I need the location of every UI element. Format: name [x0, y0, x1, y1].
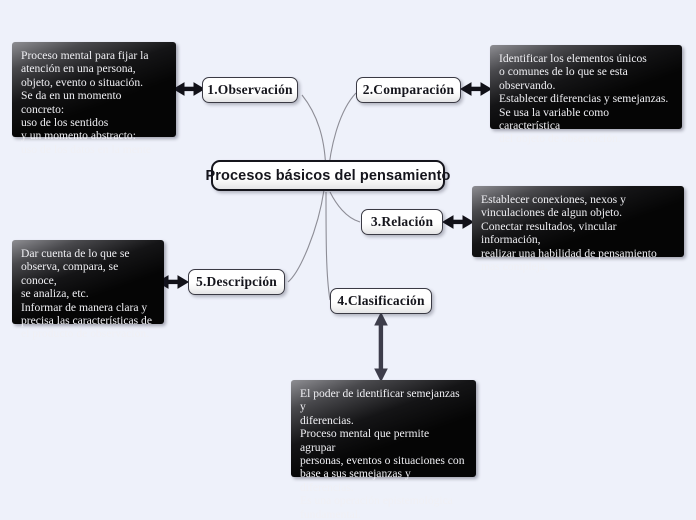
- note-line: objeto, evento o situación.: [21, 75, 144, 89]
- note-line: El poder de identificar semejanzas y: [300, 387, 460, 414]
- note-line: realizar una habilidad de pensamiento: [481, 246, 657, 260]
- arrow-relacion: [443, 213, 473, 231]
- note-line: Conectar resultados, vincular información,: [481, 219, 617, 247]
- branch-label-comparacion: 2.Comparación: [362, 82, 455, 97]
- arrow-clasificacion: [372, 313, 390, 381]
- note-line: Establecer conexiones, nexos y: [481, 193, 626, 206]
- note-line: el producto de observación.: [21, 327, 150, 341]
- note-line: Es una operación epistemológica: [300, 494, 453, 508]
- note-line: uso de los datos en la mente: [21, 142, 152, 156]
- center-node-label: Procesos básicos del pensamiento: [205, 167, 451, 184]
- note-line: Dar cuenta de lo que se: [21, 247, 130, 260]
- note-line: observa, compara, se conoce,: [21, 260, 119, 287]
- note-line: Informar de manera clara y: [21, 300, 148, 314]
- note-line: personas, eventos o situaciones con: [300, 454, 465, 468]
- note-line: y un momento abstracto:: [21, 129, 136, 143]
- branch-node-descripcion[interactable]: [188, 269, 285, 295]
- connector-to-relacion: [330, 192, 360, 222]
- note-line: precisa las características de: [21, 314, 152, 328]
- note-line: Se usa la variable como característica: [499, 105, 610, 133]
- note-relacion: [472, 186, 684, 274]
- connector-to-descripcion: [288, 190, 324, 282]
- branch-label-descripcion: 5.Descripción: [196, 274, 277, 289]
- note-line: Proceso mental para fijar la: [21, 49, 149, 62]
- note-line: mas compleja.: [481, 260, 548, 274]
- note-line: Establecer diferencias y semejanzas.: [499, 92, 669, 106]
- note-line: uso de los sentidos: [21, 116, 109, 130]
- branch-label-relacion: 3.Relación: [370, 214, 434, 229]
- note-comparacion: [490, 45, 682, 146]
- center-node[interactable]: [205, 160, 451, 191]
- note-line: o comunes de lo que se esta: [499, 65, 628, 79]
- branch-node-relacion[interactable]: [361, 209, 443, 235]
- arrow-comparacion: [461, 80, 491, 98]
- note-line: vinculaciones de algun objeto.: [481, 206, 623, 220]
- note-clasificacion: [291, 380, 476, 520]
- note-line: Se da en un momento concreto:: [21, 89, 122, 116]
- connector-to-clasificacion: [326, 192, 330, 300]
- note-line: atención en una persona,: [21, 62, 136, 76]
- branch-label-clasificacion: 4.Clasificación: [337, 293, 425, 308]
- branch-label-observacion: 1.Observación: [207, 82, 293, 97]
- note-line: Proceso mental que permite agrupar: [300, 427, 430, 454]
- note-line: base a sus semejanzas y diferencias.: [300, 467, 411, 494]
- branch-node-clasificacion[interactable]: [330, 288, 432, 314]
- note-descripcion: [12, 240, 164, 341]
- note-line: Identificar los elementos únicos: [499, 52, 647, 65]
- note-line: fundamental.: [300, 507, 361, 520]
- note-line: diferencias.: [300, 413, 354, 427]
- note-line: observando.: [499, 78, 556, 92]
- branch-node-comparacion[interactable]: [356, 77, 461, 103]
- note-line: del objeto de observación.: [499, 132, 621, 146]
- note-observacion: [12, 42, 176, 156]
- arrow-observacion: [174, 80, 204, 98]
- branch-node-observacion[interactable]: [202, 77, 298, 103]
- note-line: se analiza, etc.: [21, 287, 89, 301]
